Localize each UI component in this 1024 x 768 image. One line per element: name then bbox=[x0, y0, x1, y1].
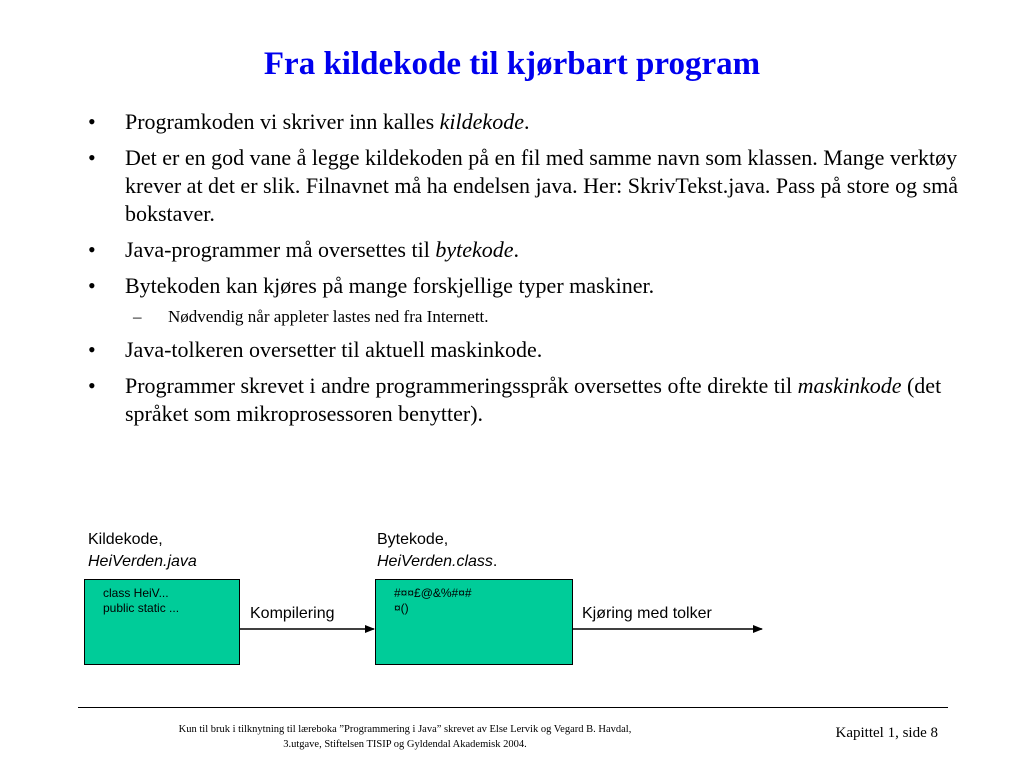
footer-credit bbox=[150, 722, 660, 752]
page-number: Kapittel 1, side 8 bbox=[835, 725, 938, 741]
source-code-line: class HeiV... bbox=[103, 586, 169, 600]
bullet-symbol: • bbox=[88, 373, 96, 398]
footer-credit-line: Kun til bruk i tilknytning til læreboka ”Programmering i Java” skrevet av Else Lervik og Vegard B. Havdal, bbox=[178, 724, 632, 735]
slide-title: Fra kildekode til kjørbart program bbox=[263, 46, 761, 82]
run-label: Kjøring med tolker bbox=[582, 605, 712, 622]
bullet-text-end: (det språket som mikroprosessoren benytter). bbox=[125, 373, 942, 426]
bullet-emphasis: bytekode bbox=[435, 237, 514, 262]
bytecode-line: ¤() bbox=[394, 601, 409, 615]
bytecode-file-name-text: HeiVerden.class bbox=[377, 553, 493, 570]
source-code-caption: Kildekode, bbox=[88, 531, 163, 548]
bullet-symbol: • bbox=[88, 273, 96, 298]
bullet-symbol: • bbox=[88, 145, 96, 170]
bullet-emphasis: maskinkode bbox=[797, 373, 902, 398]
bullet-text-end: . bbox=[513, 237, 520, 262]
footer-divider bbox=[78, 707, 948, 708]
bytecode-caption: Bytekode, bbox=[377, 531, 449, 548]
bullet-symbol: • bbox=[88, 109, 96, 134]
bullet-text: Programkoden vi skriver inn kalles bbox=[125, 109, 440, 134]
bullet-emphasis: kildekode bbox=[439, 109, 524, 134]
bullet-text: Bytekoden kan kjøres på mange forskjellige typer maskiner. bbox=[125, 273, 655, 298]
source-code-line: public static ... bbox=[103, 601, 180, 615]
bullet-text: Java-programmer må oversettes til bbox=[125, 237, 436, 262]
compile-label: Kompilering bbox=[250, 605, 335, 622]
bytecode-line: #¤¤£@&%#¤# bbox=[394, 586, 472, 600]
bullet-symbol: • bbox=[88, 337, 96, 362]
bullet-text: Det er en god vane å legge kildekoden på en fil med samme navn som klassen. Mange verktøy krever at det er slik. Filnavnet må ha endelsen java. Her: SkrivTekst.java. Pass på store og små bokstaver. bbox=[125, 145, 959, 226]
bullet-symbol: • bbox=[88, 237, 96, 262]
footer-credit-line: 3.utgave, Stiftelsen TISIP og Gyldendal Akademisk 2004. bbox=[283, 739, 527, 750]
bullet-text: Programmer skrevet i andre programmeringsspråk oversettes ofte direkte til bbox=[125, 373, 798, 398]
source-file-name-text: HeiVerden.java bbox=[88, 553, 197, 570]
bytecode-file-suffix: . bbox=[492, 553, 498, 570]
bullet-text: Java-tolkeren oversetter til aktuell maskinkode. bbox=[125, 337, 543, 362]
dash-symbol: – bbox=[133, 307, 142, 326]
sub-bullet-text: Nødvendig når appleter lastes ned fra Internett. bbox=[168, 307, 489, 326]
bullet-text-end: . bbox=[523, 109, 530, 134]
